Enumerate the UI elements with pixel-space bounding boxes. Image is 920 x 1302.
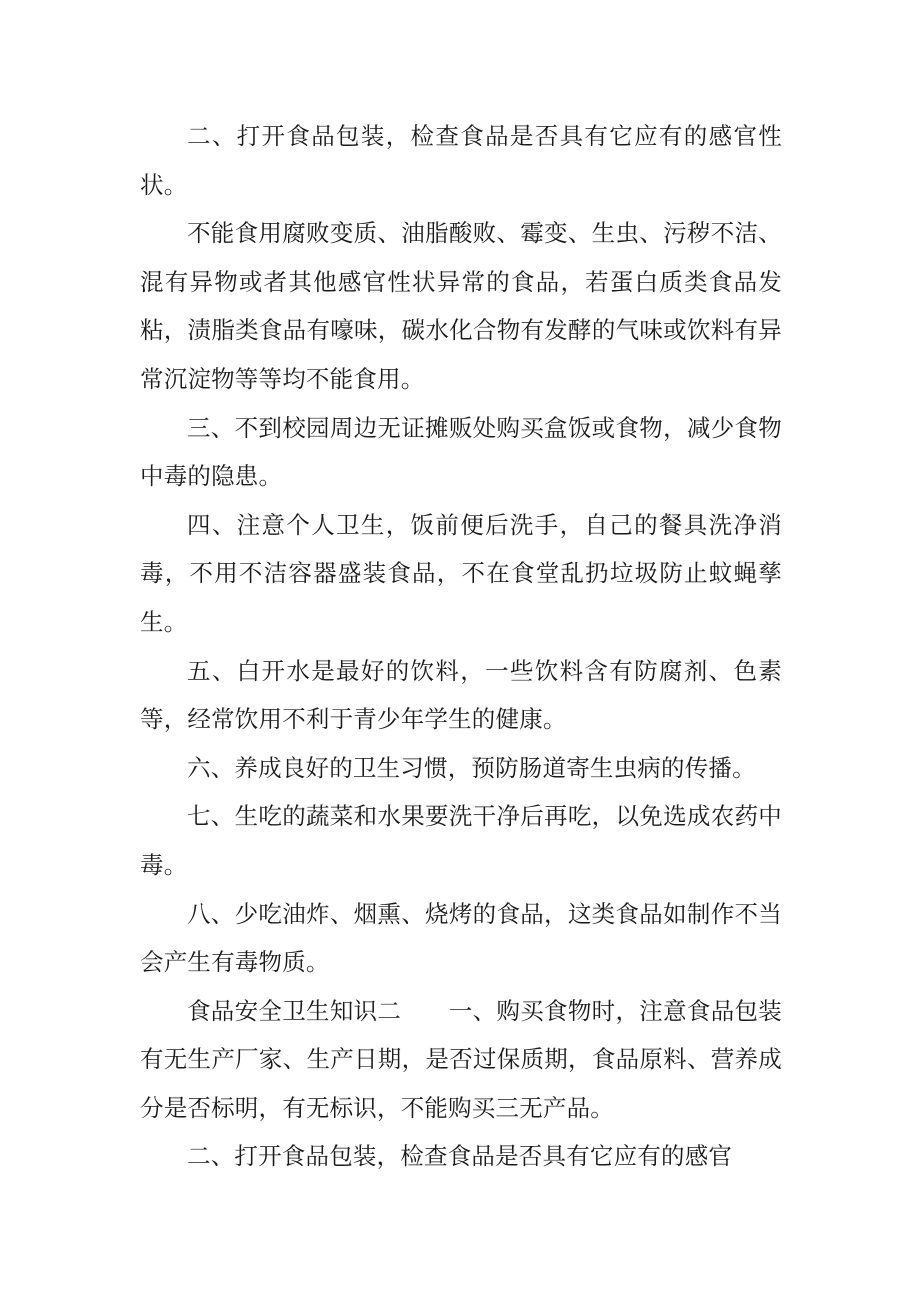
paragraph-9: 食品安全卫生知识二 一、购买食物时，注意食品包装有无生产厂家、生产日期，是否过保质期，食品原料、营养成分是否标明，有无标识，不能购买三无产品。: [140, 996, 782, 1122]
paragraph-5: 五、白开水是最好的饮料，一些饮料含有防腐剂、色素等，经常饮用不利于青少年学生的健康。: [140, 656, 782, 734]
paragraph-7: 七、生吃的蔬菜和水果要洗干净后再吃，以免选成农药中毒。: [140, 802, 782, 879]
paragraph-4: 四、注意个人卫生，饭前便后洗手，自己的餐具洗净消毒，不用不洁容器盛装食品，不在食堂乱扔垃圾防止蚊蝇孳生。: [140, 510, 782, 636]
paragraph-1: 二、打开食品包装，检查食品是否具有它应有的感官性状。: [140, 122, 782, 199]
paragraph-8: 八、少吃油炸、烟熏、烧烤的食品，这类食品如制作不当会产生有毒物质。: [140, 899, 782, 977]
paragraph-2: 不能食用腐败变质、油脂酸败、霉变、生虫、污秽不洁、混有异物或者其他感官性状异常的食品，若蛋白质类食品发粘，渍脂类食品有嚎味，碳水化合物有发酵的气味或饮料有异常沉淀物等等均不能食用。: [140, 219, 782, 393]
paragraph-6: 六、养成良好的卫生习惯，预防肠道寄生虫病的传播。: [187, 753, 756, 782]
paragraph-3: 三、不到校园周边无证摊贩处购买盒饭或食物，减少食物中毒的隐患。: [140, 413, 782, 491]
paragraph-10: 二、打开食品包装，检查食品是否具有它应有的感官: [187, 1142, 733, 1171]
document-body: [140, 112, 782, 1181]
